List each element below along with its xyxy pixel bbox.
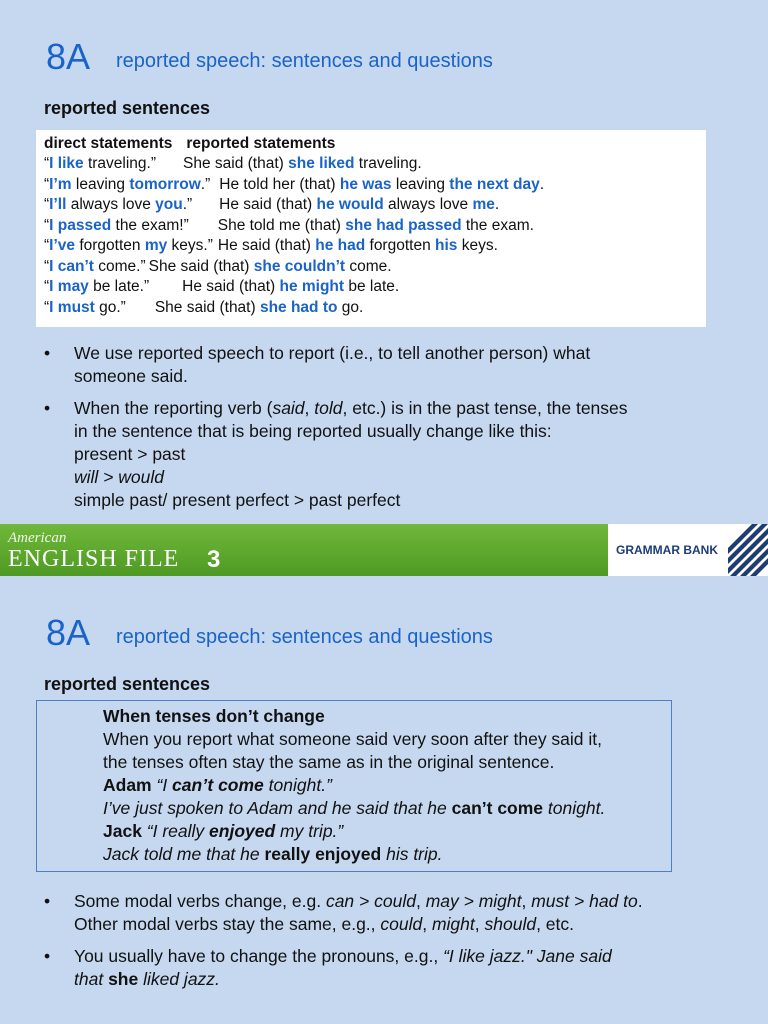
table-row: “I’ll always love you.” He said (that) he would always love me. bbox=[44, 196, 500, 213]
banner-title: ENGLISH FILE bbox=[8, 546, 180, 572]
banner-green-strip bbox=[0, 524, 608, 576]
table-header bbox=[44, 134, 335, 154]
section-subhead: reported sentences bbox=[44, 98, 211, 118]
table-row: “I like traveling.” She said (that) she liked traveling. bbox=[44, 155, 422, 172]
banner-level: 3 bbox=[207, 546, 221, 573]
section-heading: reported speech: sentences and questions bbox=[116, 50, 493, 72]
table-row: “I may be late.” He said (that) he might be late. bbox=[44, 278, 400, 295]
unit-number: 8A bbox=[46, 612, 91, 653]
grammar-bank-badge: GRAMMAR BANK bbox=[616, 543, 718, 557]
banner-american: American bbox=[8, 530, 67, 546]
section-heading: reported speech: sentences and questions bbox=[116, 626, 493, 648]
unit-number: 8A bbox=[46, 36, 91, 77]
col-direct-header: direct statements bbox=[44, 135, 173, 152]
bullet-icon: • bbox=[44, 398, 51, 418]
bullet-icon: • bbox=[44, 946, 51, 966]
table-row: “I must go.” She said (that) she had to go. bbox=[44, 299, 364, 316]
tenses-dont-change-box: When tenses don’t change When you report what someone said very soon after they said it, the tenses often stay the same as in the original sentence. Adam “I can’t come tonight.” I’ve just spoken to Adam and he said that he can’t come tonight. Jack “I really enjoyed my trip.” Jack told me that he really enjoyed his trip. bbox=[36, 700, 672, 872]
stripes-logo-icon bbox=[728, 524, 768, 576]
table-row: “I passed the exam!” She told me (that) she had passed the exam. bbox=[44, 217, 534, 234]
section-subhead: reported sentences bbox=[44, 674, 211, 694]
reported-statements-table bbox=[36, 130, 706, 327]
box-title: When tenses don’t change bbox=[103, 706, 325, 726]
bullet-icon: • bbox=[44, 343, 51, 363]
table-row: “I can’t come.” She said (that) she couldn’t come. bbox=[44, 258, 392, 275]
book-banner bbox=[0, 524, 768, 576]
table-row: “I’m leaving tomorrow.” He told her (that) he was leaving the next day. bbox=[44, 176, 545, 193]
table-row: “I’ve forgotten my keys.” He said (that) he had forgotten his keys. bbox=[44, 237, 498, 254]
bullet-icon: • bbox=[44, 891, 51, 911]
col-reported-header: reported statements bbox=[186, 135, 336, 152]
